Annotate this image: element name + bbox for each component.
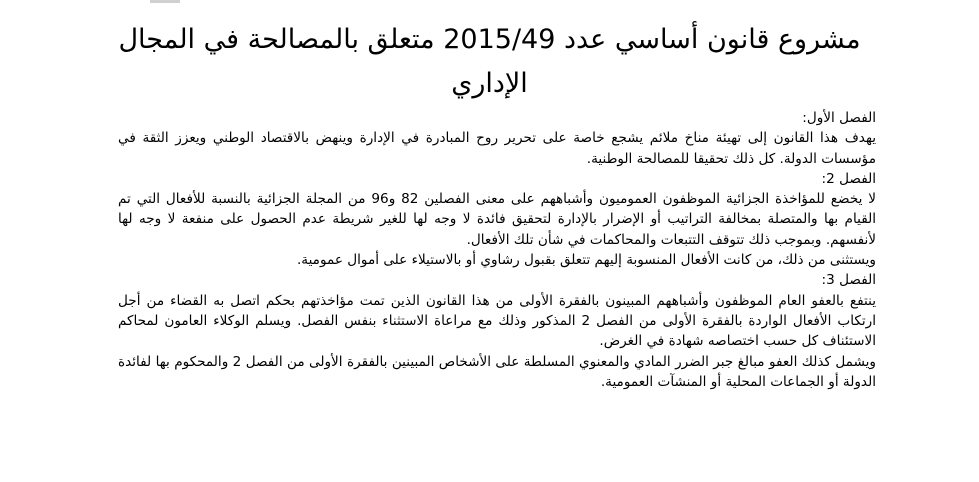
section-2-paragraph-2: ويستثنى من ذلك، من كانت الأفعال المنسوبة إليهم تتعلق بقبول رشاوي أو بالاستيلاء على أموال عمومية. [296, 252, 876, 269]
section-1-paragraph-1: يهدف هذا القانون إلى تهيئة مناخ ملائم يشجع خاصة على تحرير روح المبادرة في الإدارة وينهض بالاقتصاد الوطني ويعزز الثقة في مؤسسات الدولة. كل ذلك تحقيقا للمصالحة الوطنية. [118, 130, 876, 167]
section-3-paragraph-1: ينتفع بالعفو العام الموظفون وأشباههم المبينون بالفقرة الأولى من هذا القانون الذين تمت مؤاخذتهم بحكم اتصل به القضاء من أجل ارتكاب الأفعال الواردة بالفقرة الأولى من الفصل 2 المذكور وذلك مع مراعاة الاستثناء بنفس الفصل. ويسلم الوكلاء العامون لمحاكم الاستئناف كل حسب اختصاصه شهادة في الغرض. [118, 292, 876, 350]
document-body [118, 108, 876, 392]
top-edge-mark [150, 0, 180, 3]
section-2-heading: الفصل 2: [821, 170, 876, 187]
section-2-paragraph-1: لا يخضع للمؤاخذة الجزائية الموظفون العموميون وأشباههم على معنى الفصلين 82 و96 من المجلة الجزائية بالنسبة للأفعال التي تم القيام بها والمتصلة بمخالفة التراتيب أو الإضرار بالإدارة لتحقيق فائدة لا وجه لها للغير شريطة عدم الحصول على منفعة لا وجه لها لأنفسهم. وبموجب ذلك تتوقف التتبعات والمحاكمات في شأن تلك الأفعال. [118, 191, 876, 248]
section-3-paragraph-2: ويشمل كذلك العفو مبالغ جبر الضرر المادي والمعنوي المسلطة على الأشخاص المبينين بالفقرة الأولى من الفصل 2 والمحكوم بها لفائدة الدولة أو الجماعات المحلية أو المنشآت العمومية. [118, 353, 876, 390]
section-3-heading: الفصل 3: [821, 272, 876, 289]
document-title: مشروع قانون أساسي عدد 2015/49 متعلق بالمصالحة في المجال الإداري [118, 24, 861, 99]
section-1-heading: الفصل الأول: [802, 110, 876, 126]
